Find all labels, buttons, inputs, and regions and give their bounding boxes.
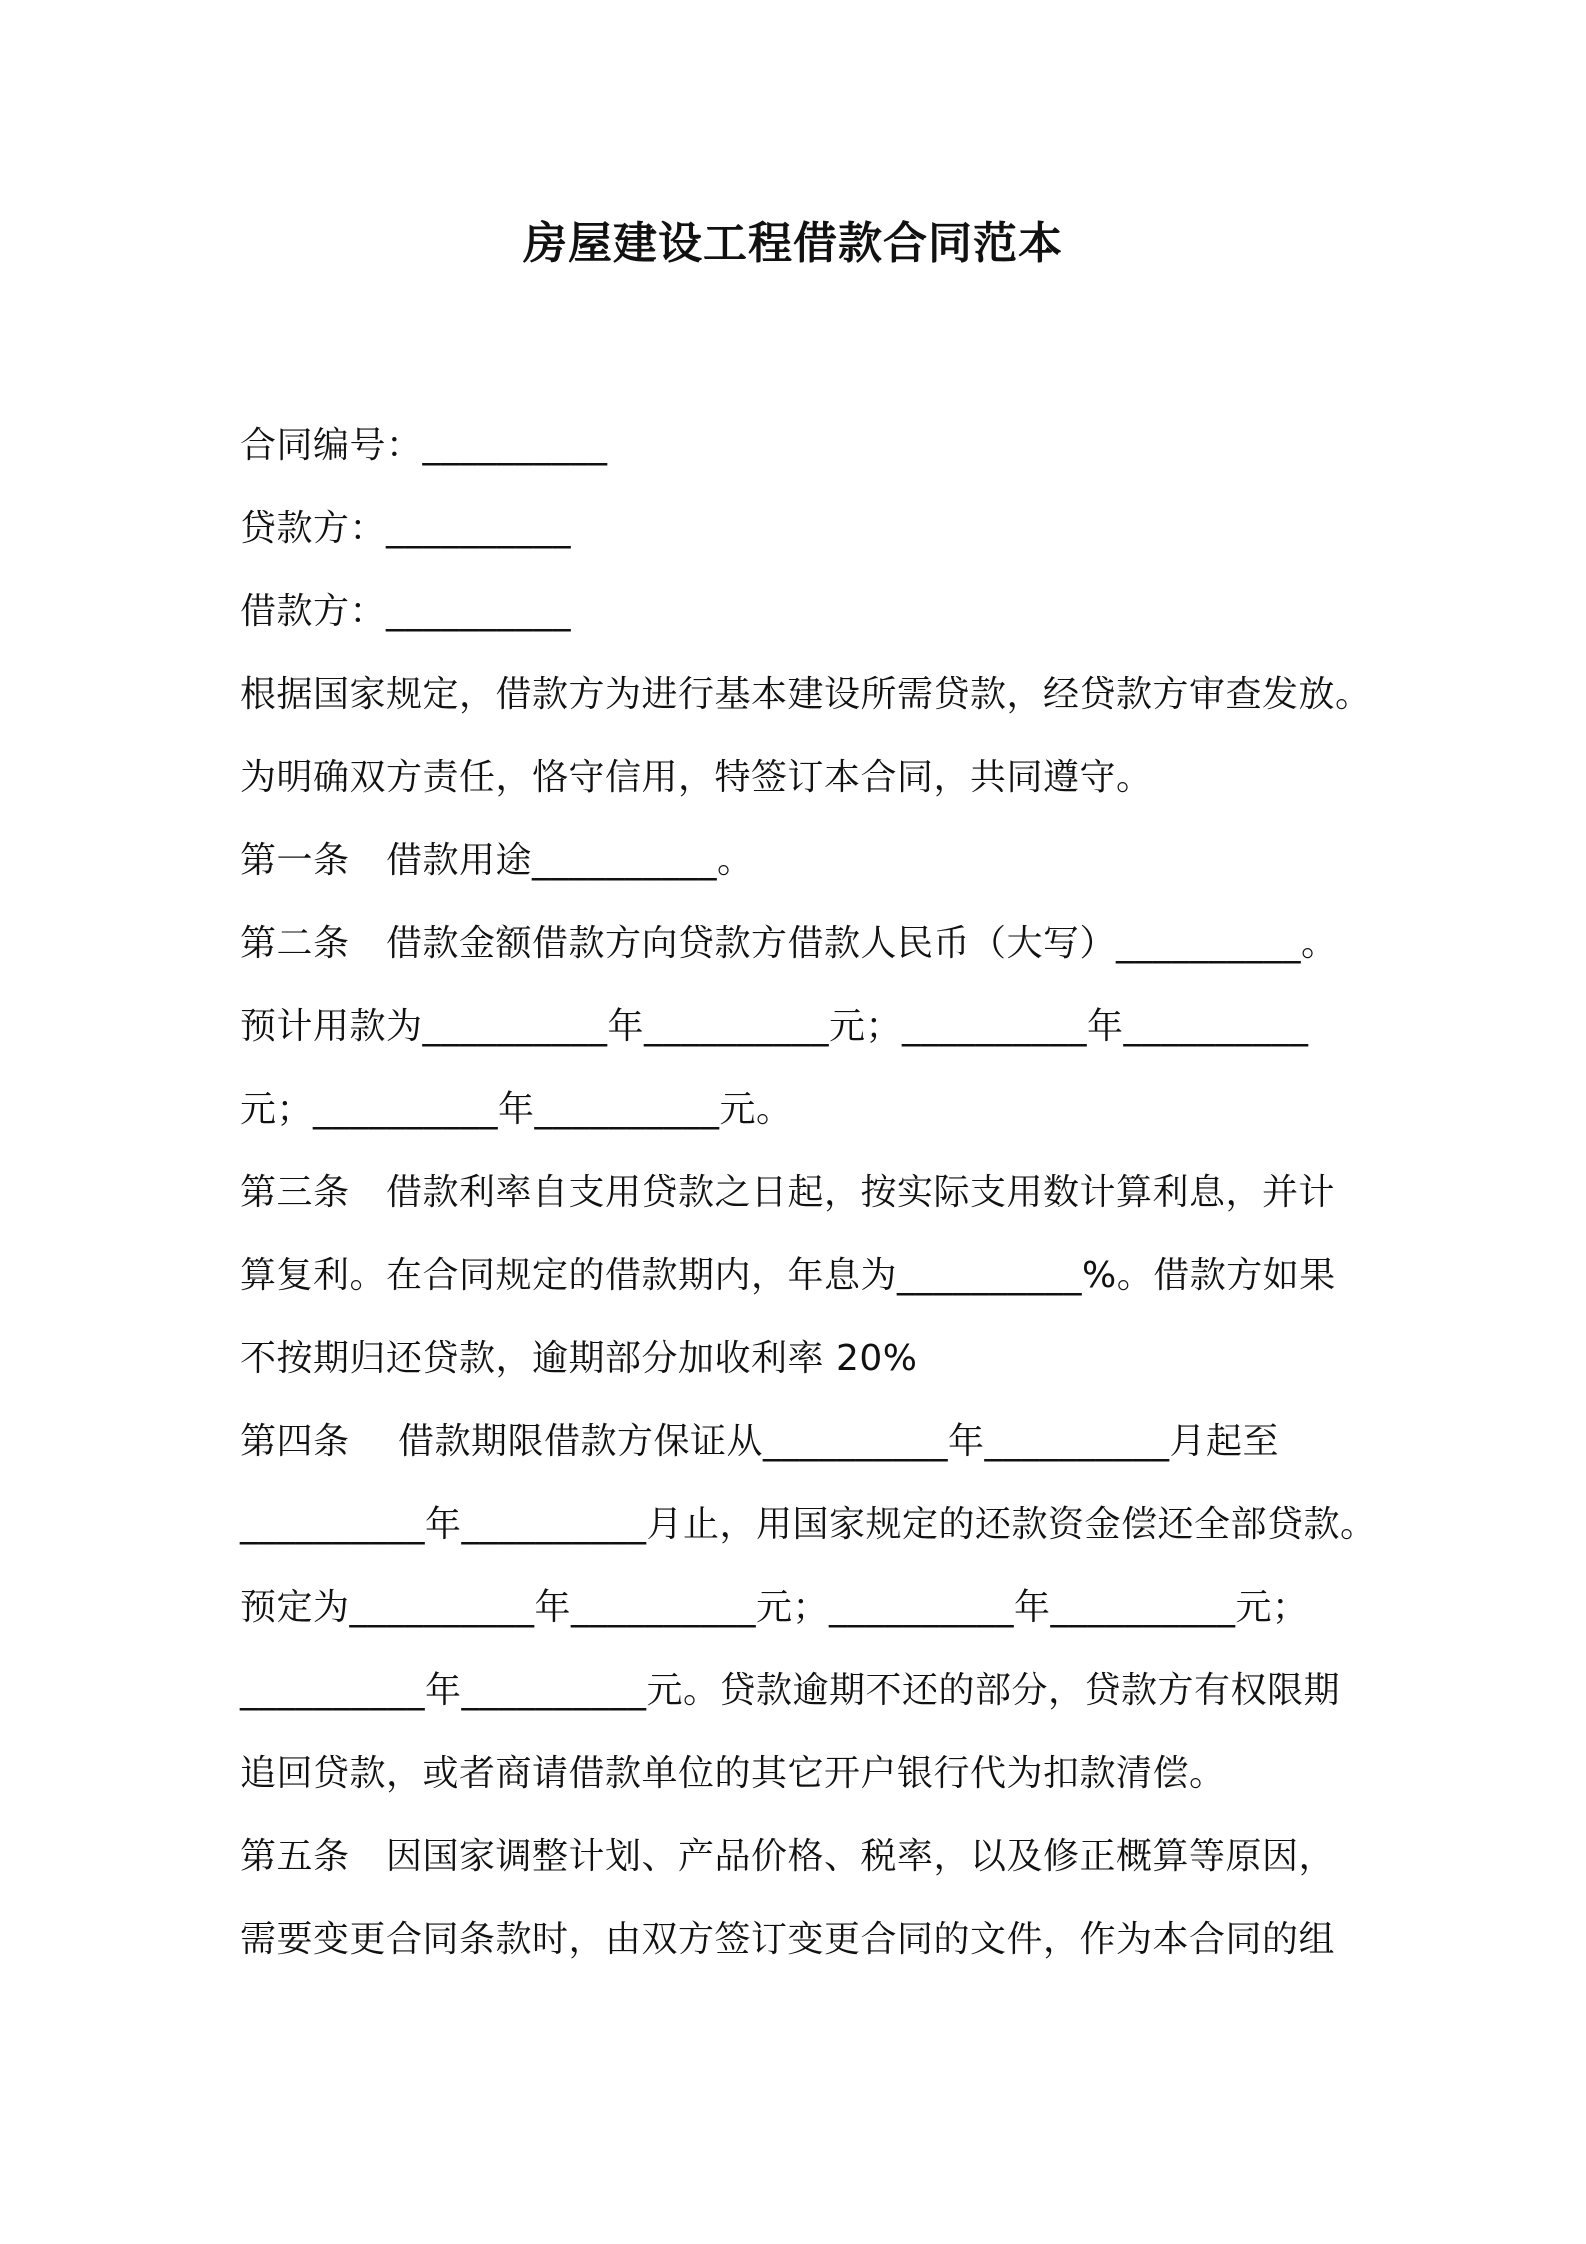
article-4-line-2: __________年__________月止，用国家规定的还款资金偿还全部贷款。: [240, 1504, 1377, 1545]
document-body: [240, 404, 1380, 1981]
article-4-line-3: 预定为__________年__________元；__________年__________元；: [240, 1587, 1309, 1628]
article-4-line-4: __________年__________元。贷款逾期不还的部分，贷款方有权限期: [240, 1670, 1341, 1711]
article-4-line-1: 第四条 借款期限借款方保证从__________年__________月起至: [240, 1421, 1279, 1462]
article-2-line-1: 第二条 借款金额借款方向贷款方借款人民币（大写）__________。: [240, 923, 1338, 964]
article-1-line-1: 第一条 借款用途__________。: [240, 840, 754, 881]
article-3-line-3: 不按期归还贷款，逾期部分加收利率 20%: [240, 1338, 918, 1379]
article-2-line-3: 元；__________年__________元。: [240, 1089, 793, 1130]
contract-number-line: 合同编号：__________: [240, 425, 608, 466]
borrower-line: 借款方：__________: [240, 591, 572, 632]
article-3-line-1: 第三条 借款利率自支用贷款之日起，按实际支用数计算利息，并计: [240, 1172, 1336, 1213]
preamble-line-1: 根据国家规定，借款方为进行基本建设所需贷款，经贷款方审查发放。: [240, 674, 1372, 715]
article-3-line-2: 算复利。在合同规定的借款期内，年息为__________%。借款方如果: [240, 1255, 1336, 1296]
article-5-line-2: 需要变更合同条款时，由双方签订变更合同的文件，作为本合同的组: [240, 1919, 1336, 1960]
article-4-line-5: 追回贷款，或者商请借款单位的其它开户银行代为扣款清偿。: [240, 1753, 1226, 1794]
preamble-line-2: 为明确双方责任，恪守信用，特签订本合同，共同遵守。: [240, 757, 1153, 798]
document-title: 房屋建设工程借款合同范本: [523, 218, 1063, 269]
article-5-line-1: 第五条 因国家调整计划、产品价格、税率，以及修正概算等原因，: [240, 1836, 1336, 1877]
article-2-line-2: 预计用款为__________年__________元；__________年__________: [240, 1006, 1309, 1047]
lender-line: 贷款方：__________: [240, 508, 572, 549]
